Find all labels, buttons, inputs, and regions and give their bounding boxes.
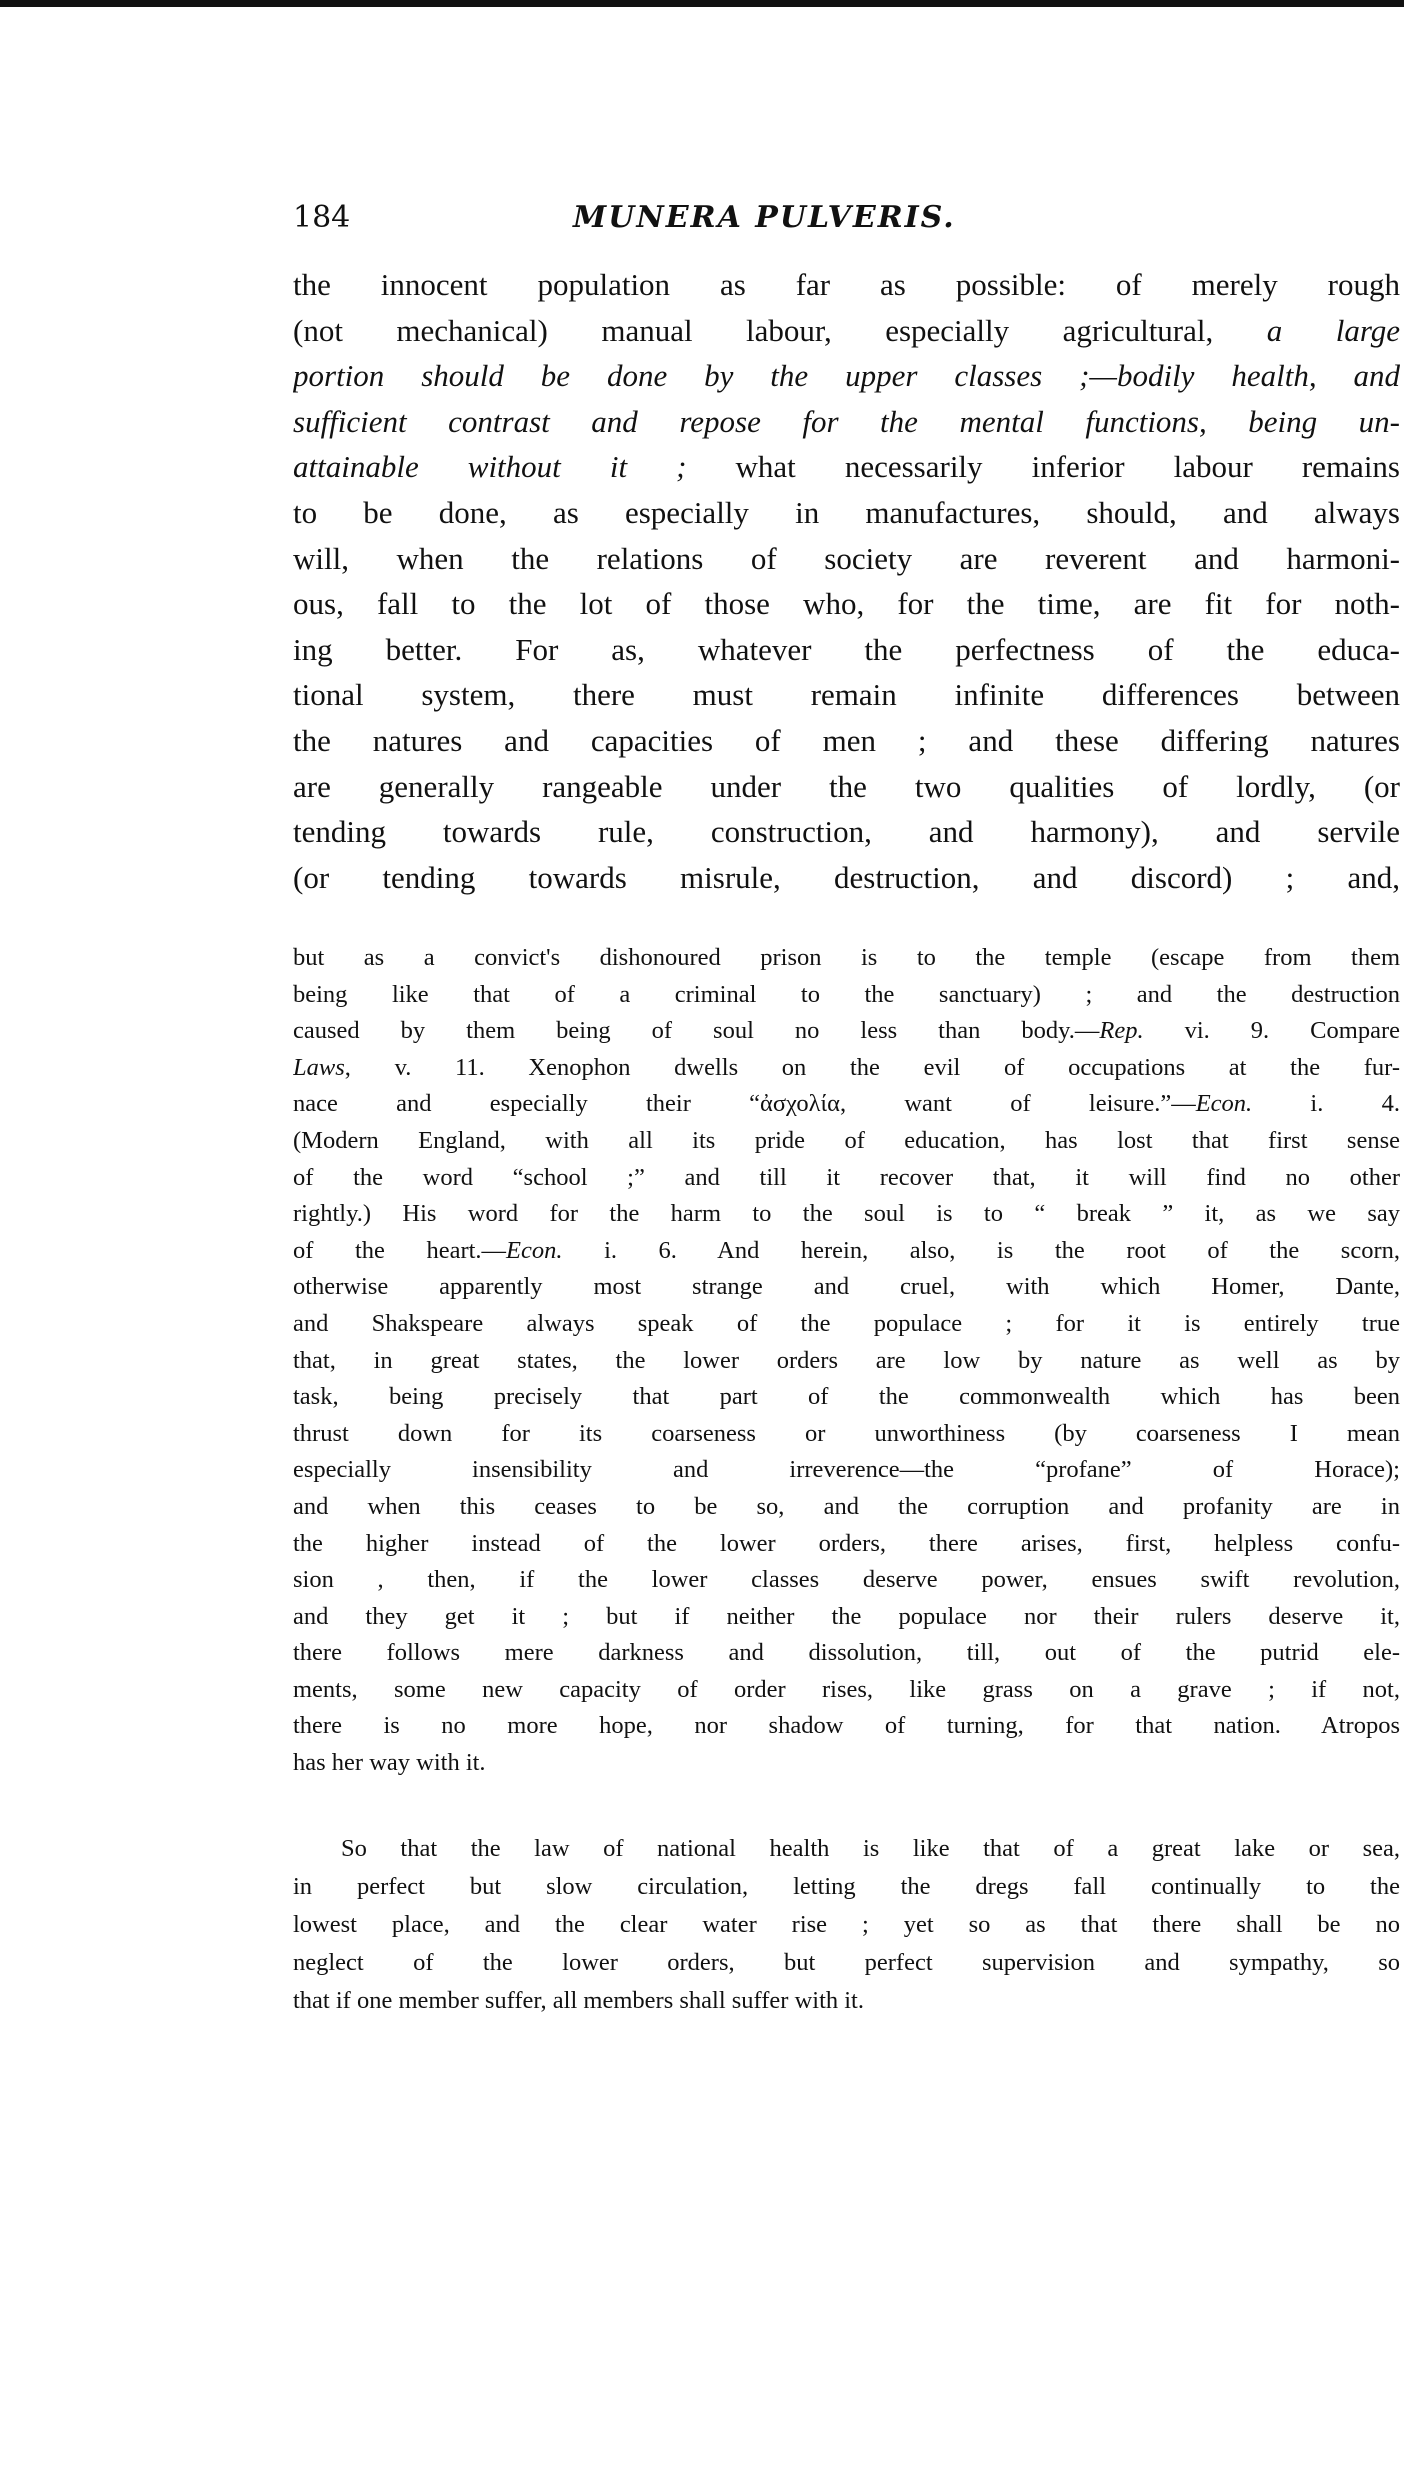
text-segment: tending towards rule, construction, and harmony), and servile — [293, 814, 1400, 850]
text-line — [293, 1196, 1400, 1233]
text-line — [293, 855, 1400, 901]
text-line — [293, 353, 1400, 399]
text-line — [293, 1526, 1400, 1563]
italic-text: Laws — [293, 1053, 345, 1081]
text-line — [293, 1269, 1400, 1306]
text-line — [293, 1343, 1400, 1380]
italic-text: Econ. — [1195, 1090, 1253, 1118]
text-line — [293, 1233, 1400, 1270]
text-segment: of the word “school ;” and till it recover that, it will find no other — [293, 1163, 1400, 1191]
text-segment: nace and especially their “ἀσχολία, want of leisure.”— — [293, 1090, 1196, 1118]
text-segment: caused by them being of soul no less than body.— — [293, 1017, 1100, 1045]
text-segment: ous, fall to the lot of those who, for the time, are fit for noth- — [293, 586, 1400, 622]
text-segment: i. 4. — [1252, 1090, 1400, 1118]
italic-text: portion should be done by the upper classes ;—bodily health, and — [293, 358, 1400, 394]
text-line — [293, 399, 1400, 445]
text-segment: and they get it ; but if neither the populace nor their rulers deserve it, — [293, 1602, 1400, 1630]
text-line — [293, 1830, 1400, 1868]
text-line — [293, 1982, 1400, 2020]
text-segment: neglect of the lower orders, but perfect supervision and sympathy, so — [293, 1949, 1400, 1976]
text-segment: that, in great states, the lower orders are low by nature as well as by — [293, 1346, 1400, 1374]
text-segment: of the heart.— — [293, 1236, 507, 1264]
text-segment: what necessarily inferior labour remains — [686, 449, 1400, 485]
text-segment: sion , then, if the lower classes deserve power, ensues swift revolution, — [293, 1566, 1400, 1594]
text-segment: being like that of a criminal to the sanctuary) ; and the destruction — [293, 980, 1400, 1008]
text-segment: thrust down for its coarseness or unworthiness (by coarseness I mean — [293, 1419, 1400, 1447]
text-segment: So that the law of national health is like that of a great lake or sea, — [341, 1835, 1400, 1862]
text-segment: in perfect but slow circulation, letting the dregs fall continually to the — [293, 1873, 1400, 1900]
text-segment: (Modern England, with all its pride of education, has lost that first sense — [293, 1126, 1400, 1154]
text-segment: lowest place, and the clear water rise ; yet so as that there shall be no — [293, 1911, 1400, 1938]
text-line — [293, 1745, 1400, 1782]
text-line — [293, 262, 1400, 308]
text-segment: the higher instead of the lower orders, there arises, first, helpless confu- — [293, 1529, 1400, 1557]
text-line — [293, 1379, 1400, 1416]
text-line — [293, 1086, 1400, 1123]
text-line — [293, 1013, 1400, 1050]
text-segment: and when this ceases to be so, and the corruption and profanity are in — [293, 1492, 1400, 1520]
text-line — [293, 940, 1400, 977]
text-segment: rightly.) His word for the harm to the soul is to “ break ” it, as we say — [293, 1200, 1400, 1228]
page-top-edge — [0, 0, 1404, 7]
text-line — [293, 1708, 1400, 1745]
running-head: MUNERA PULVERIS. — [573, 200, 956, 235]
text-line — [293, 764, 1400, 810]
text-segment: ing better. For as, whatever the perfectness of the educa- — [293, 631, 1400, 667]
text-segment: there follows mere darkness and dissolution, till, out of the putrid ele- — [293, 1639, 1400, 1667]
text-segment: especially insensibility and irreverence—the “profane” of Horace); — [293, 1456, 1400, 1484]
text-segment: to be done, as especially in manufactures, should, and always — [293, 494, 1400, 530]
text-line — [293, 1944, 1400, 1982]
text-line — [293, 308, 1400, 354]
text-line — [293, 1050, 1400, 1087]
closing-paragraph — [293, 1830, 1400, 2020]
text-segment: , v. 11. Xenophon dwells on the evil of occupations at the fur- — [344, 1053, 1400, 1081]
italic-text: Econ. — [506, 1236, 563, 1264]
text-segment: i. 6. And herein, also, is the root of the scorn, — [562, 1236, 1400, 1264]
italic-text: a large — [1266, 312, 1400, 348]
text-line — [293, 490, 1400, 536]
page-number: 184 — [293, 200, 351, 235]
text-segment: task, being precisely that part of the commonwealth which has been — [293, 1383, 1400, 1411]
text-line — [293, 977, 1400, 1014]
text-line — [293, 718, 1400, 764]
text-segment: that if one member suffer, all members shall suffer with it. — [293, 1987, 864, 2014]
italic-text: attainable without it ; — [293, 449, 687, 485]
text-segment: the innocent population as far as possible: of merely rough — [293, 267, 1400, 302]
italic-text: sufficient contrast and repose for the mental functions, being un- — [293, 403, 1400, 439]
text-segment: will, when the relations of society are reverent and harmoni- — [293, 540, 1400, 576]
text-line — [293, 1306, 1400, 1343]
text-line — [293, 809, 1400, 855]
text-segment: are generally rangeable under the two qualities of lordly, (or — [293, 768, 1400, 804]
text-segment: has her way with it. — [293, 1749, 486, 1777]
text-segment: but as a convict's dishonoured prison is to the temple (escape from them — [293, 944, 1400, 971]
text-line — [293, 1562, 1400, 1599]
text-segment: otherwise apparently most strange and cruel, with which Homer, Dante, — [293, 1273, 1400, 1301]
text-line — [293, 536, 1400, 582]
text-segment: tional system, there must remain infinite differences between — [293, 677, 1400, 713]
text-segment: vi. 9. Compare — [1143, 1017, 1400, 1045]
text-line — [293, 581, 1400, 627]
text-line — [293, 444, 1400, 490]
text-segment: there is no more hope, nor shadow of turning, for that nation. Atropos — [293, 1712, 1400, 1740]
text-line — [293, 1868, 1400, 1906]
text-line — [293, 1672, 1400, 1709]
text-segment: (not mechanical) manual labour, especially agricultural, — [293, 312, 1267, 348]
text-line — [293, 1416, 1400, 1453]
text-segment: ments, some new capacity of order rises, like grass on a grave ; if not, — [293, 1675, 1400, 1703]
page-header — [293, 200, 1400, 240]
text-line — [293, 1452, 1400, 1489]
text-segment: the natures and capacities of men ; and these differing natures — [293, 722, 1400, 758]
text-line — [293, 1123, 1400, 1160]
footnote — [293, 940, 1400, 1782]
main-text — [293, 262, 1400, 900]
text-line — [293, 1635, 1400, 1672]
text-segment: and Shakspeare always speak of the populace ; for it is entirely true — [293, 1309, 1400, 1337]
text-line — [293, 1160, 1400, 1197]
italic-text: Rep. — [1099, 1017, 1144, 1045]
text-line — [293, 627, 1400, 673]
text-line — [293, 1489, 1400, 1526]
text-line — [293, 1906, 1400, 1944]
text-line — [293, 672, 1400, 718]
text-segment: (or tending towards misrule, destruction, and discord) ; and, — [293, 859, 1400, 895]
text-line — [293, 1599, 1400, 1636]
